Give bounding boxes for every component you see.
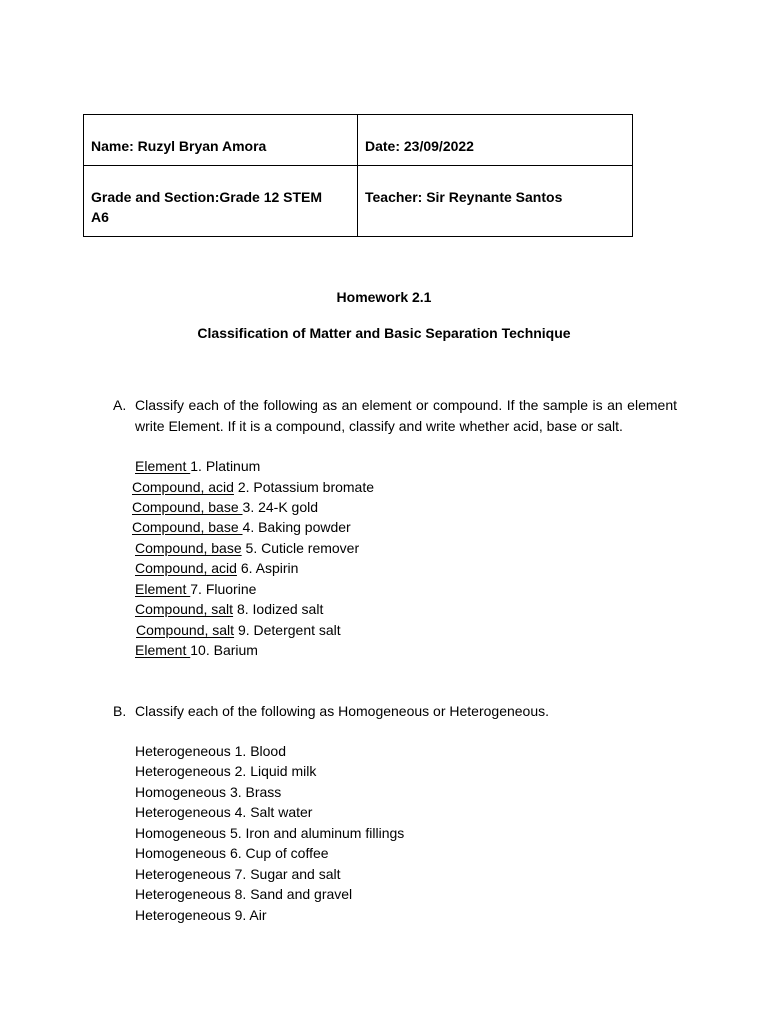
a-answer: Compound, salt bbox=[135, 601, 234, 617]
teacher: Teacher: Sir Reynante Santos bbox=[365, 189, 563, 205]
b-item-3: Homogeneous 3. Brass bbox=[135, 784, 282, 800]
a-question: 5. Cuticle remover bbox=[241, 540, 360, 556]
student-info-table bbox=[83, 114, 633, 237]
a-answer: Element bbox=[135, 458, 191, 474]
a-item-1 bbox=[135, 456, 260, 476]
a-item-9 bbox=[136, 620, 341, 640]
a-answer: Compound, acid bbox=[132, 479, 234, 495]
section-b-letter: B. bbox=[113, 703, 127, 719]
a-question: 4. Baking powder bbox=[242, 519, 351, 535]
student-name: Name: Ruzyl Bryan Amora bbox=[91, 138, 267, 154]
name-cell bbox=[84, 115, 358, 166]
b-item-6: Homogeneous 6. Cup of coffee bbox=[135, 845, 329, 861]
a-question: 10. Barium bbox=[190, 642, 258, 658]
b-item-7: Heterogeneous 7. Sugar and salt bbox=[135, 866, 341, 882]
a-question: 2. Potassium bromate bbox=[233, 479, 375, 495]
section-b-instruction: Classify each of the following as Homogeneous or Heterogeneous. bbox=[135, 703, 550, 719]
a-item-5 bbox=[135, 538, 359, 558]
a-answer: Compound, base bbox=[132, 499, 243, 515]
grade-section bbox=[91, 166, 350, 227]
a-question: 9. Detergent salt bbox=[234, 622, 341, 638]
b-item-2: Heterogeneous 2. Liquid milk bbox=[135, 763, 317, 779]
a-item-7 bbox=[135, 579, 256, 599]
homework-subtitle: Classification of Matter and Basic Separation Technique bbox=[197, 325, 571, 341]
a-answer: Compound, base bbox=[135, 540, 242, 556]
date: Date: 23/09/2022 bbox=[365, 138, 474, 154]
b-item-8: Heterogeneous 8. Sand and gravel bbox=[135, 886, 353, 902]
teacher-cell bbox=[358, 166, 633, 237]
grade-line-1: Grade and Section:Grade 12 STEM bbox=[91, 189, 323, 205]
a-question: 7. Fluorine bbox=[190, 581, 257, 597]
a-item-6 bbox=[135, 558, 298, 578]
grade-line-2: A6 bbox=[91, 209, 109, 225]
a-item-3 bbox=[132, 497, 318, 517]
a-answer: Compound, salt bbox=[136, 622, 235, 638]
date-cell bbox=[358, 115, 633, 166]
b-item-5: Homogeneous 5. Iron and aluminum fillings bbox=[135, 825, 405, 841]
a-question: 6. Aspirin bbox=[236, 560, 299, 576]
a-answer: Compound, acid bbox=[135, 560, 237, 576]
a-answer: Element bbox=[135, 581, 191, 597]
a-item-10 bbox=[135, 640, 258, 660]
a-question: 3. 24-K gold bbox=[242, 499, 319, 515]
homework-title: Homework 2.1 bbox=[336, 289, 432, 305]
a-item-2 bbox=[132, 477, 374, 497]
a-question: 8. Iodized salt bbox=[233, 601, 324, 617]
b-item-1: Heterogeneous 1. Blood bbox=[135, 743, 286, 759]
a-answer: Compound, base bbox=[132, 519, 243, 535]
a-item-8 bbox=[135, 599, 323, 619]
a-question: 1. Platinum bbox=[190, 458, 261, 474]
b-item-9: Heterogeneous 9. Air bbox=[135, 907, 267, 923]
b-item-4: Heterogeneous 4. Salt water bbox=[135, 804, 313, 820]
section-a-instruction: Classify each of the following as an element or compound. If the sample is an element write Element. If it is a compound, classify and write whether acid, base or salt. bbox=[135, 397, 677, 434]
a-answer: Element bbox=[135, 642, 191, 658]
section-a-letter: A. bbox=[113, 397, 127, 413]
grade-cell bbox=[84, 166, 358, 237]
a-item-4 bbox=[132, 517, 351, 537]
